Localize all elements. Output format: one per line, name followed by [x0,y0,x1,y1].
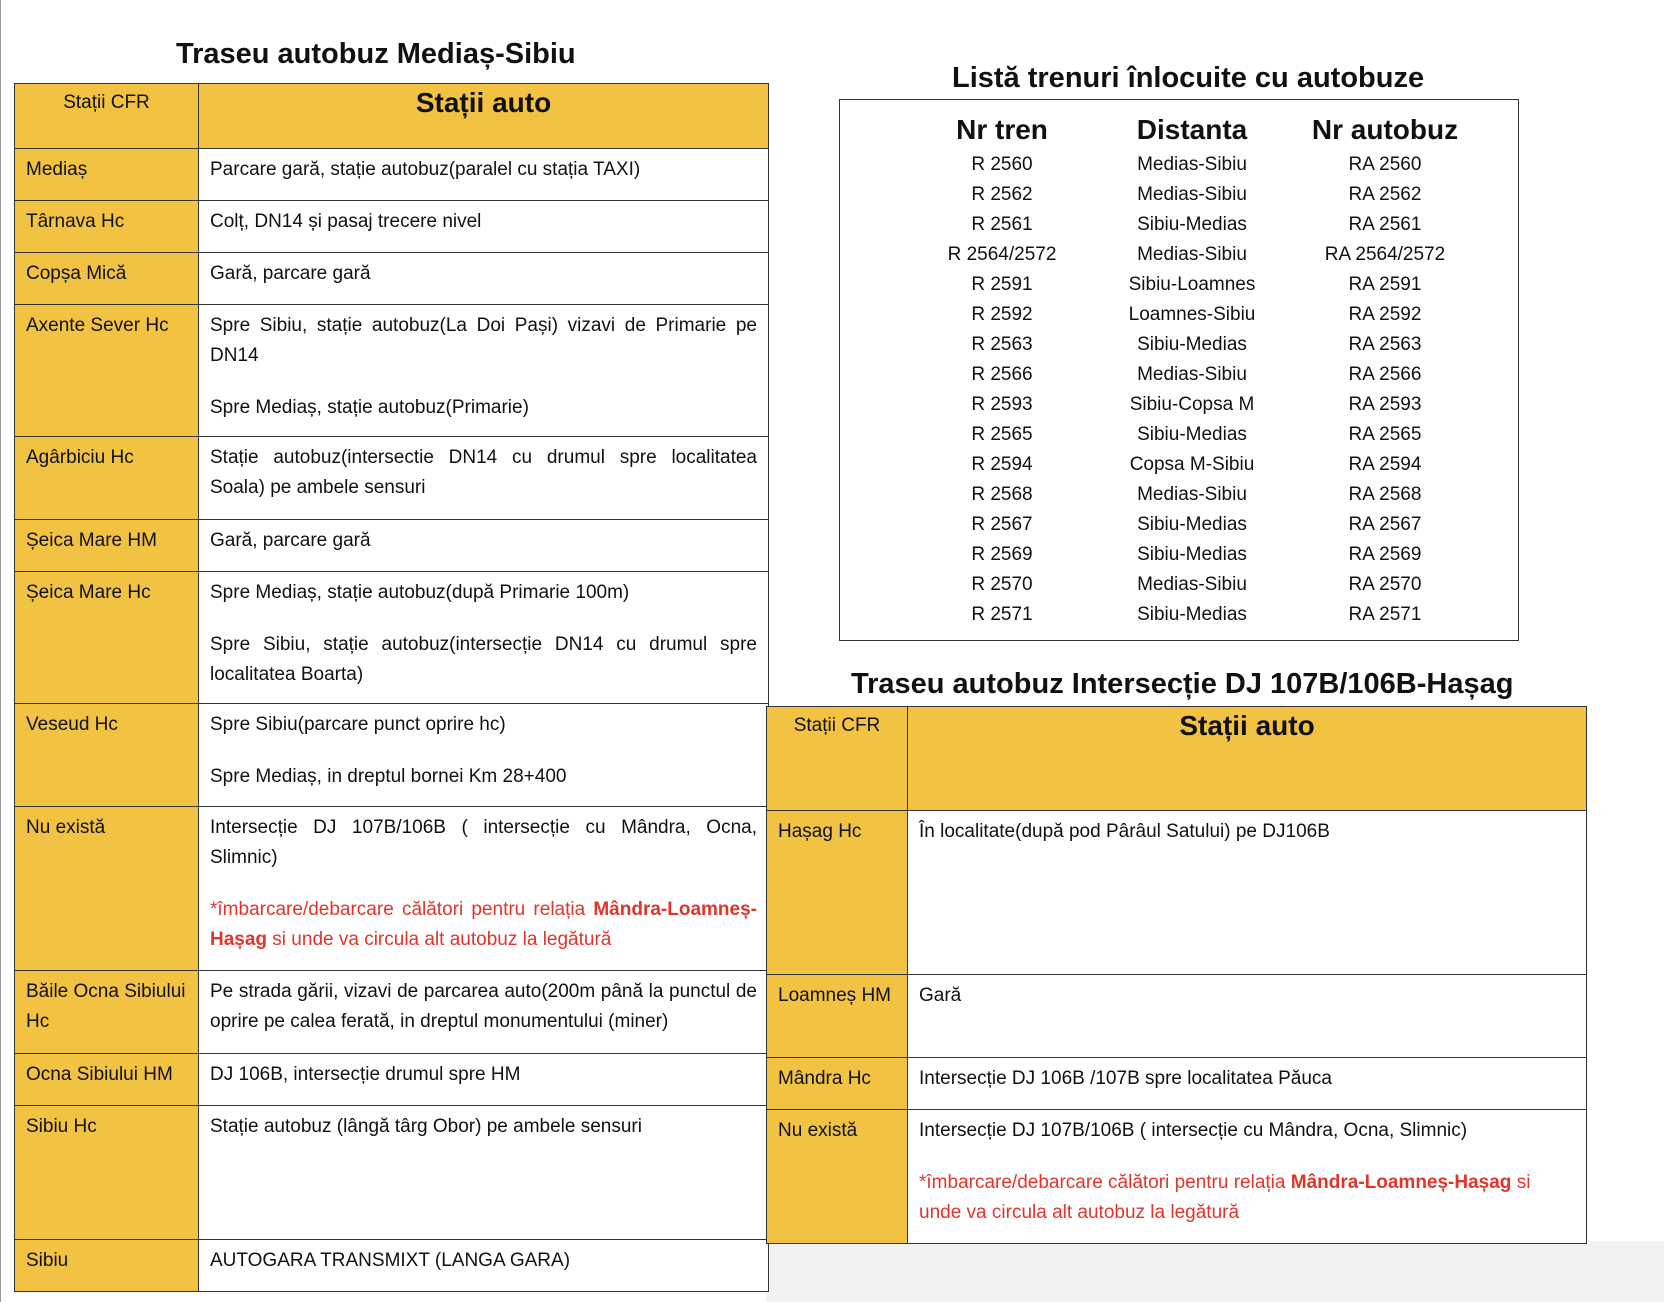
train-number: R 2568 [971,484,1033,505]
distance: Medias-Sibiu [1137,364,1247,385]
table-row [15,437,769,520]
bus-number: RA 2563 [1348,334,1422,355]
page-edge [0,0,1,1302]
distance: Loamnes-Sibiu [1128,304,1256,325]
bus-number: RA 2593 [1348,394,1422,415]
train-number: R 2570 [971,574,1033,595]
station-auto-line: Spre Sibiu, stație autobuz(intersecție DN14 cu drumul spre localitatea Boarta) [210,634,757,685]
train-number: R 2564/2572 [947,244,1057,265]
station-auto: Parcare gară, stație autobuz(paralel cu stația TAXI) [199,149,769,201]
distance: Sibiu-Medias [1137,544,1247,565]
table-row [15,201,769,253]
distance: Medias-Sibiu [1137,154,1247,175]
table-header-row [767,707,1587,811]
station-cfr: Axente Sever Hc [15,305,199,437]
train-number: R 2566 [971,364,1033,385]
table-row [15,1240,769,1292]
train-number: R 2592 [971,304,1033,325]
bus-number: RA 2570 [1348,574,1422,595]
bus-number-column [1285,100,1485,630]
station-auto: Gară, parcare gară [199,253,769,305]
column-header-distance: Distanta [1136,114,1248,145]
station-cfr: Sibiu Hc [15,1106,199,1240]
train-number: R 2594 [971,454,1033,475]
station-cfr: Târnava Hc [15,201,199,253]
station-auto [199,572,769,704]
distance: Sibiu-Copsa M [1129,394,1255,415]
station-cfr: Șeica Mare Hc [15,572,199,704]
column-header-train: Nr tren [956,114,1048,145]
boarding-note: *îmbarcare/debarcare călători pentru relația Mândra-Loamneș-Hașag si unde va circula alt autobuz la legătură [210,899,757,950]
header-cfr: Stații CFR [793,715,881,736]
station-auto [199,807,769,971]
train-list-title: Listă trenuri înlocuite cu autobuze [952,62,1425,94]
station-cfr: Sibiu [15,1240,199,1292]
table-row [15,1106,769,1240]
left-route-title: Traseu autobuz Mediaș-Sibiu [176,38,576,70]
distance-column [1092,100,1292,630]
bus-number: RA 2566 [1348,364,1422,385]
distance: Sibiu-Medias [1137,334,1247,355]
table-row [767,1110,1587,1244]
distance: Sibiu-Medias [1137,214,1247,235]
distance: Sibiu-Medias [1137,424,1247,445]
station-auto: Gară [908,975,1587,1058]
table-row [15,704,769,807]
bus-number: RA 2592 [1348,304,1422,325]
right-route-title: Traseu autobuz Intersecție DJ 107B/106B-Hașag [851,668,1514,700]
train-number: R 2591 [971,274,1033,295]
station-cfr: Copșa Mică [15,253,199,305]
train-number-column [902,100,1102,630]
bus-number: RA 2569 [1348,544,1422,565]
header-auto: Stații auto [415,87,552,118]
bus-number: RA 2565 [1348,424,1422,445]
train-number: R 2560 [971,154,1033,175]
bus-number: RA 2560 [1348,154,1422,175]
train-number: R 2563 [971,334,1033,355]
station-auto-line: Spre Mediaș, stație autobuz(după Primarie 100m) [210,582,630,603]
bus-number: RA 2562 [1348,184,1422,205]
table-row [15,305,769,437]
boarding-note: *îmbarcare/debarcare călători pentru relația Mândra-Loamneș-Hașag si unde va circula alt autobuz la legătură [919,1172,1531,1223]
bus-number: RA 2561 [1348,214,1422,235]
distance: Sibiu-Loamnes [1128,274,1256,295]
bus-number: RA 2591 [1348,274,1422,295]
station-auto: AUTOGARA TRANSMIXT (LANGA GARA) [199,1240,769,1292]
station-auto: DJ 106B, intersecție drumul spre HM [199,1054,769,1106]
station-auto [199,704,769,807]
station-cfr: Hașag Hc [767,811,908,975]
station-cfr: Agârbiciu Hc [15,437,199,520]
header-auto: Stații auto [1179,710,1315,741]
right-route-table [766,706,1587,1244]
station-auto: Intersecție DJ 106B /107B spre localitatea Păuca [908,1058,1587,1110]
bus-number: RA 2571 [1348,604,1422,625]
train-number: R 2593 [971,394,1033,415]
train-number: R 2561 [971,214,1033,235]
station-auto: Stație autobuz (lângă târg Obor) pe ambele sensuri [199,1106,769,1240]
bus-number: RA 2568 [1348,484,1422,505]
train-number: R 2565 [971,424,1033,445]
station-cfr: Șeica Mare HM [15,520,199,572]
bus-number: RA 2594 [1348,454,1422,475]
station-cfr: Veseud Hc [15,704,199,807]
left-route-table [14,83,769,1292]
distance: Medias-Sibiu [1137,484,1247,505]
table-row [15,971,769,1054]
train-number: R 2567 [971,514,1033,535]
bus-number: RA 2564/2572 [1324,244,1446,265]
table-row [15,1054,769,1106]
station-auto [908,1110,1587,1244]
station-auto: Stație autobuz(intersectie DN14 cu drumul spre localitatea Soala) pe ambele sensuri [199,437,769,520]
station-auto: Gară, parcare gară [199,520,769,572]
station-auto-line: Spre Sibiu(parcare punct oprire hc) [210,714,506,735]
station-cfr: Nu există [15,807,199,971]
distance: Medias-Sibiu [1137,574,1247,595]
station-cfr: Mândra Hc [767,1058,908,1110]
station-auto-line: Spre Sibiu, stație autobuz(La Doi Pași) vizavi de Primarie pe DN14 [210,315,757,366]
distance: Medias-Sibiu [1137,244,1247,265]
distance: Sibiu-Medias [1137,604,1247,625]
table-row [15,253,769,305]
train-number: R 2569 [971,544,1033,565]
station-auto-line: Intersecție DJ 107B/106B ( intersecție cu Mândra, Ocna, Slimnic) [919,1120,1468,1141]
page-bottom-margin [766,1241,1664,1302]
train-list-box [839,99,1519,641]
table-row [767,811,1587,975]
bus-number: RA 2567 [1348,514,1422,535]
train-number: R 2571 [971,604,1033,625]
column-header-bus: Nr autobuz [1311,114,1459,145]
table-row [767,975,1587,1058]
station-auto [199,305,769,437]
station-auto: Colț, DN14 și pasaj trecere nivel [199,201,769,253]
station-cfr: Ocna Sibiului HM [15,1054,199,1106]
table-row [15,572,769,704]
station-cfr: Nu există [767,1110,908,1244]
table-row [15,807,769,971]
station-cfr: Loamneș HM [767,975,908,1058]
table-row [15,149,769,201]
distance: Sibiu-Medias [1137,514,1247,535]
distance: Medias-Sibiu [1137,184,1247,205]
station-auto-line: Spre Mediaș, stație autobuz(Primarie) [210,397,529,418]
station-cfr: Băile Ocna Sibiului Hc [15,971,199,1054]
table-row [15,520,769,572]
train-number: R 2562 [971,184,1033,205]
station-cfr: Mediaș [15,149,199,201]
station-auto-line: Intersecție DJ 107B/106B ( intersecție cu Mândra, Ocna, Slimnic) [210,817,757,868]
station-auto: În localitate(după pod Pârâul Satului) pe DJ106B [908,811,1587,975]
station-auto: Pe strada gării, vizavi de parcarea auto(200m până la punctul de oprire pe calea ferată, in dreptul monumentului (miner) [199,971,769,1054]
table-header-row [15,84,769,149]
table-row [767,1058,1587,1110]
distance: Copsa M-Sibiu [1129,454,1255,475]
station-auto-line: Spre Mediaș, in dreptul bornei Km 28+400 [210,766,567,787]
header-cfr: Stații CFR [63,92,150,113]
